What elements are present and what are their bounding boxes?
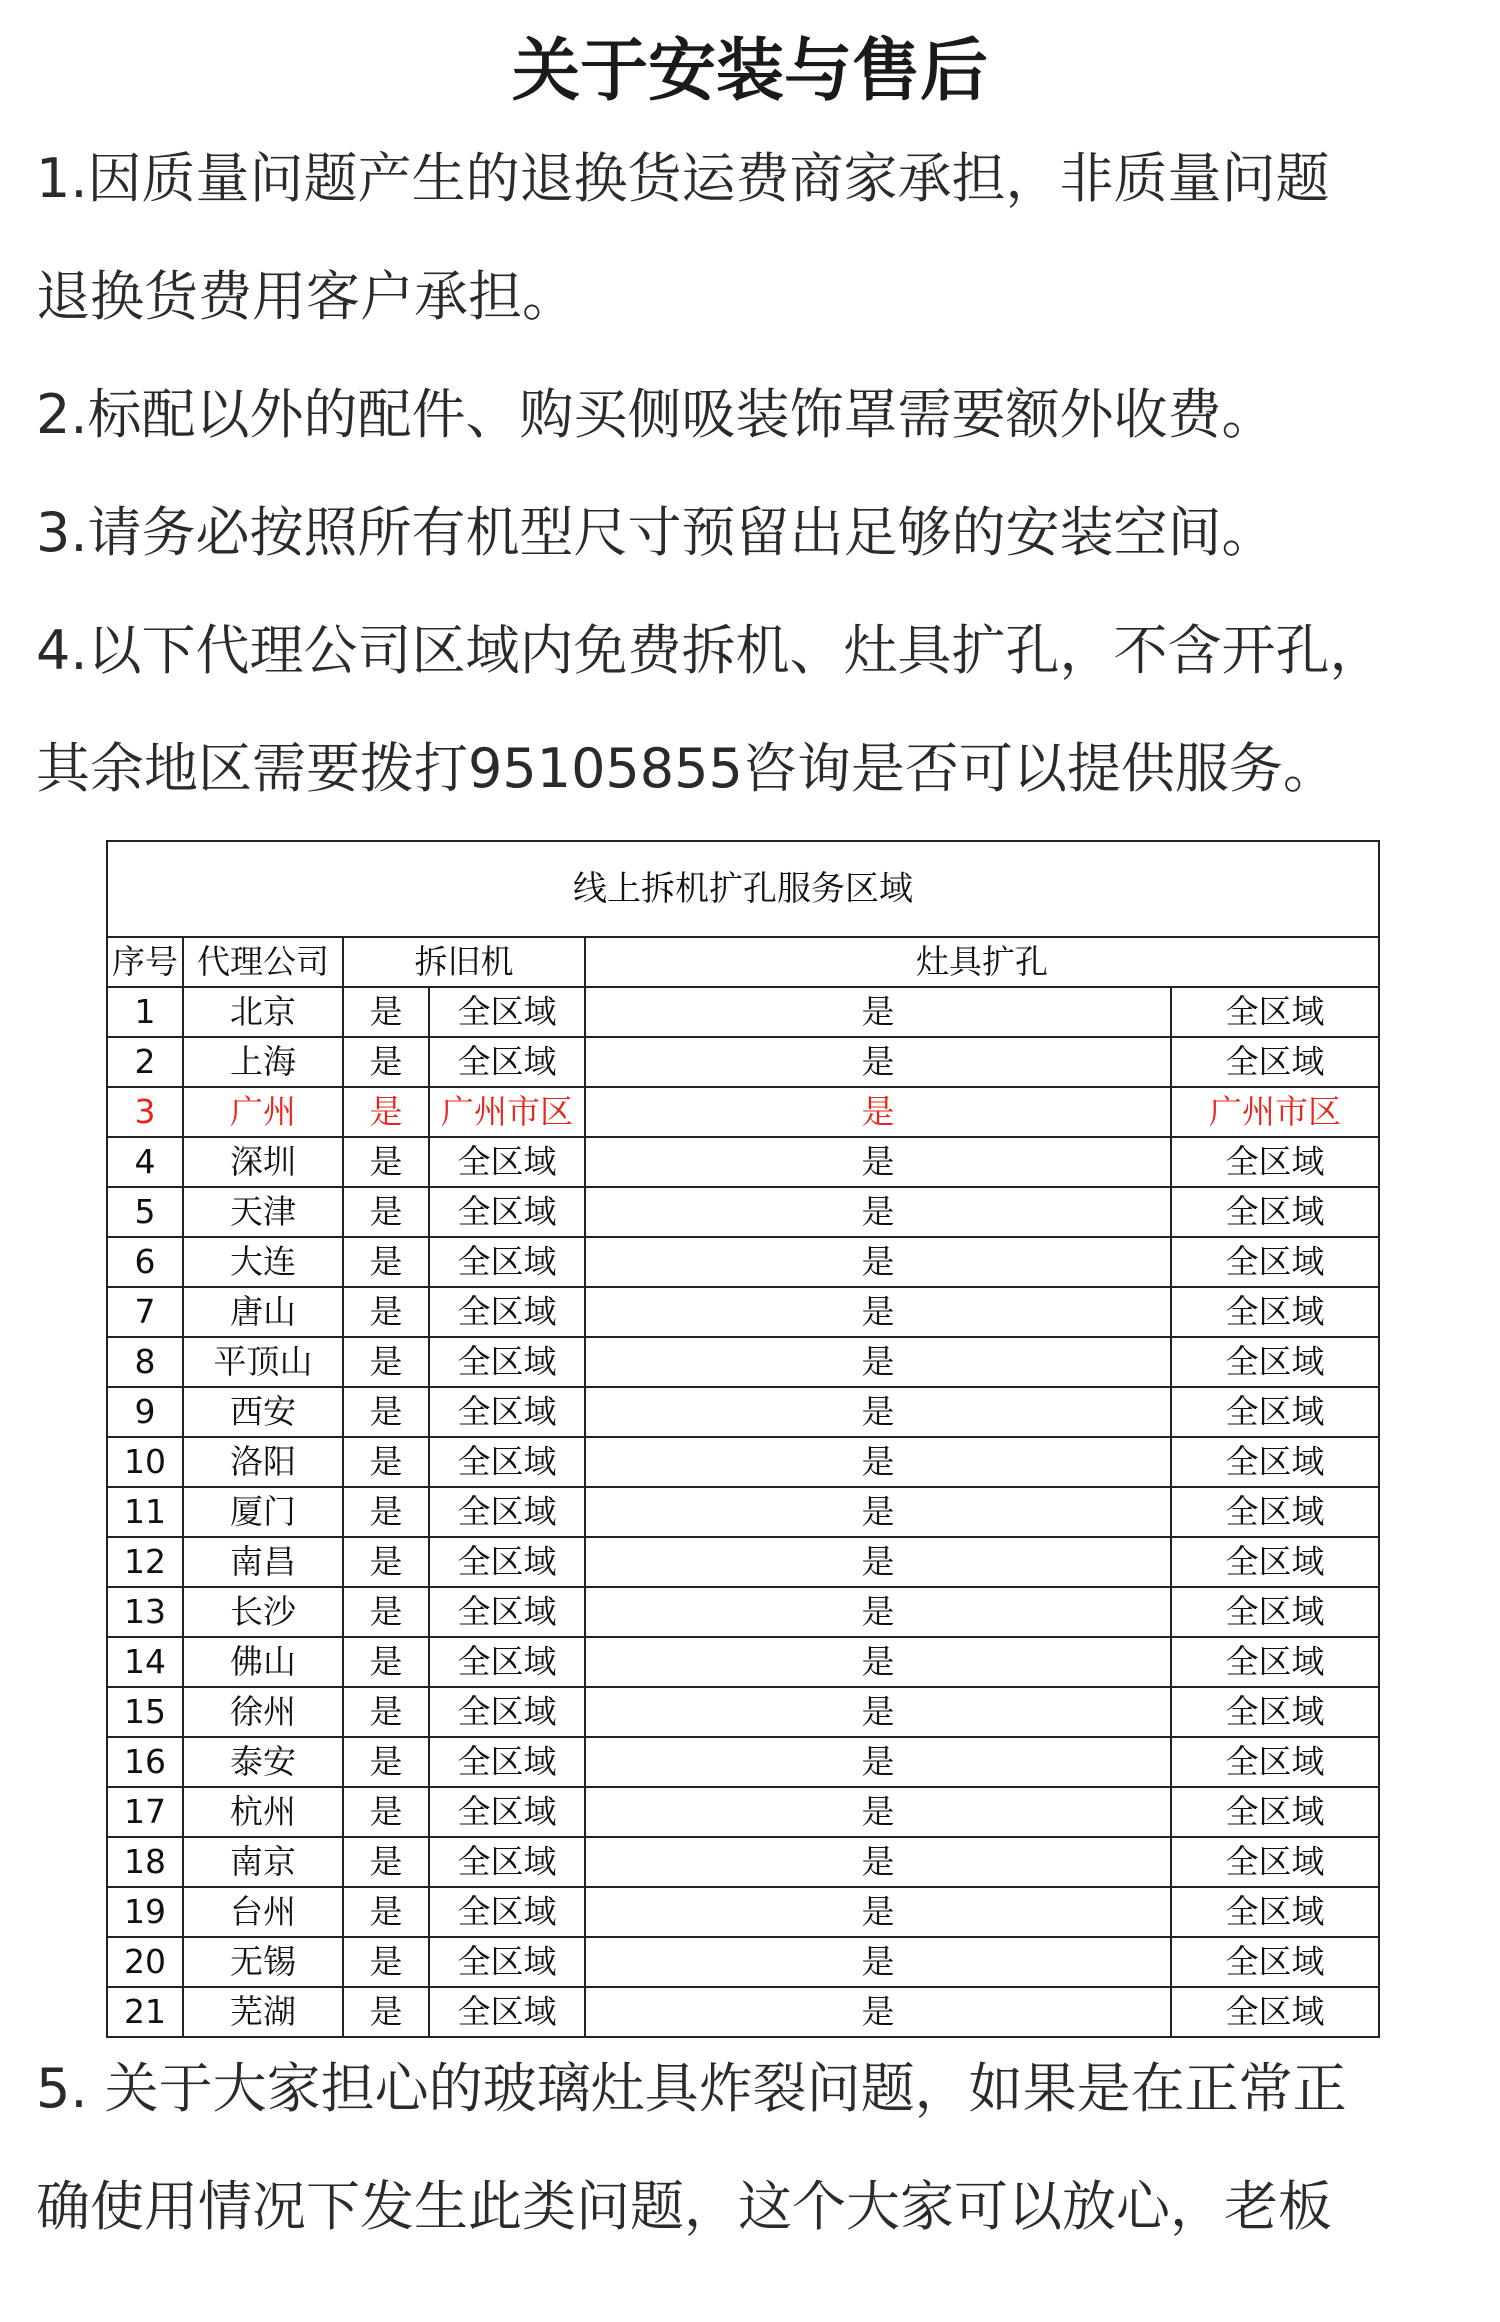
row-index: 7 [107, 1287, 183, 1337]
row-city: 上海 [183, 1037, 343, 1087]
paragraph-4-line-2: 其余地区需要拨打95105855咨询是否可以提供服务。 [36, 737, 1337, 800]
row-removal: 是 [343, 1387, 429, 1437]
row-removal: 是 [343, 1587, 429, 1637]
table-row [107, 987, 1379, 1037]
table-row [107, 1787, 1379, 1837]
row-removal: 是 [343, 1687, 429, 1737]
row-index: 5 [107, 1187, 183, 1237]
table-row [107, 1587, 1379, 1637]
row-index: 4 [107, 1137, 183, 1187]
table-row [107, 1437, 1379, 1487]
row-hole-area: 广州市区 [1171, 1087, 1379, 1137]
row-hole: 是 [585, 1087, 1171, 1137]
row-removal: 是 [343, 1637, 429, 1687]
row-hole: 是 [585, 1637, 1171, 1687]
table-row [107, 1837, 1379, 1887]
row-removal-area: 全区域 [429, 1487, 585, 1537]
row-removal: 是 [343, 1187, 429, 1237]
row-removal-area: 全区域 [429, 1587, 585, 1637]
row-removal: 是 [343, 1787, 429, 1837]
row-city: 长沙 [183, 1587, 343, 1637]
row-index: 1 [107, 987, 183, 1037]
row-index: 18 [107, 1837, 183, 1887]
paragraph-4-line-1: 4.以下代理公司区域内免费拆机、灶具扩孔，不含开孔， [36, 619, 1384, 682]
paragraph-1-line-1: 1.因质量问题产生的退换货运费商家承担，非质量问题 [36, 147, 1330, 210]
row-hole-area: 全区域 [1171, 1987, 1379, 2037]
row-city: 西安 [183, 1387, 343, 1437]
row-removal: 是 [343, 1837, 429, 1887]
row-removal-area: 全区域 [429, 1987, 585, 2037]
row-removal-area: 全区域 [429, 1837, 585, 1887]
row-removal-area: 广州市区 [429, 1087, 585, 1137]
row-hole: 是 [585, 1787, 1171, 1837]
row-hole: 是 [585, 1437, 1171, 1487]
row-city: 天津 [183, 1187, 343, 1237]
table-row [107, 1337, 1379, 1387]
header-hole: 灶具扩孔 [585, 937, 1379, 987]
row-index: 19 [107, 1887, 183, 1937]
table-row [107, 1087, 1379, 1137]
table-row [107, 1737, 1379, 1787]
paragraph-5-line-1: 5. 关于大家担心的玻璃灶具炸裂问题，如果是在正常正 [36, 2057, 1347, 2120]
table-row [107, 1637, 1379, 1687]
row-hole: 是 [585, 1287, 1171, 1337]
row-removal: 是 [343, 1537, 429, 1587]
row-removal-area: 全区域 [429, 1437, 585, 1487]
table-caption: 线上拆机扩孔服务区域 [107, 841, 1379, 937]
row-index: 9 [107, 1387, 183, 1437]
row-hole-area: 全区域 [1171, 1937, 1379, 1987]
row-hole-area: 全区域 [1171, 1687, 1379, 1737]
row-hole: 是 [585, 1037, 1171, 1087]
row-city: 南昌 [183, 1537, 343, 1587]
paragraph-4 [36, 592, 1476, 828]
header-index: 序号 [107, 937, 183, 987]
row-removal-area: 全区域 [429, 1337, 585, 1387]
row-removal: 是 [343, 1037, 429, 1087]
row-removal-area: 全区域 [429, 1137, 585, 1187]
row-removal-area: 全区域 [429, 1237, 585, 1287]
row-removal: 是 [343, 1237, 429, 1287]
row-city: 深圳 [183, 1137, 343, 1187]
table-row [107, 1887, 1379, 1937]
paragraph-1 [36, 120, 1476, 356]
row-removal: 是 [343, 1987, 429, 2037]
row-index: 6 [107, 1237, 183, 1287]
row-hole-area: 全区域 [1171, 1587, 1379, 1637]
row-city: 无锡 [183, 1937, 343, 1987]
row-index: 8 [107, 1337, 183, 1387]
row-removal: 是 [343, 1937, 429, 1987]
row-hole: 是 [585, 1737, 1171, 1787]
header-removal: 拆旧机 [343, 937, 585, 987]
row-hole: 是 [585, 1187, 1171, 1237]
row-hole: 是 [585, 1987, 1171, 2037]
row-hole: 是 [585, 1587, 1171, 1637]
service-area-table [106, 840, 1380, 2038]
row-city: 唐山 [183, 1287, 343, 1337]
row-removal-area: 全区域 [429, 987, 585, 1037]
header-company: 代理公司 [183, 937, 343, 987]
table-row [107, 1187, 1379, 1237]
row-hole: 是 [585, 1837, 1171, 1887]
row-hole: 是 [585, 1537, 1171, 1587]
row-hole-area: 全区域 [1171, 1337, 1379, 1387]
paragraph-2: 2.标配以外的配件、购买侧吸装饰罩需要额外收费。 [36, 383, 1276, 446]
row-hole-area: 全区域 [1171, 1187, 1379, 1237]
row-index: 13 [107, 1587, 183, 1637]
row-hole: 是 [585, 987, 1171, 1037]
table-row [107, 1037, 1379, 1087]
row-removal-area: 全区域 [429, 1937, 585, 1987]
paragraph-5-line-2: 确使用情况下发生此类问题，这个大家可以放心，老板 [36, 2175, 1332, 2238]
row-removal: 是 [343, 1487, 429, 1537]
table-row [107, 1937, 1379, 1987]
row-removal-area: 全区域 [429, 1537, 585, 1587]
row-removal-area: 全区域 [429, 1887, 585, 1937]
row-city: 泰安 [183, 1737, 343, 1787]
row-city: 南京 [183, 1837, 343, 1887]
table-row [107, 1687, 1379, 1737]
row-index: 17 [107, 1787, 183, 1837]
row-hole-area: 全区域 [1171, 1237, 1379, 1287]
row-index: 14 [107, 1637, 183, 1687]
row-hole-area: 全区域 [1171, 1287, 1379, 1337]
row-hole: 是 [585, 1237, 1171, 1287]
row-removal: 是 [343, 1437, 429, 1487]
row-index: 21 [107, 1987, 183, 2037]
row-city: 大连 [183, 1237, 343, 1287]
row-index: 3 [107, 1087, 183, 1137]
paragraph-1-line-2: 退换货费用客户承担。 [36, 265, 576, 328]
row-removal-area: 全区域 [429, 1287, 585, 1337]
row-hole-area: 全区域 [1171, 1137, 1379, 1187]
paragraph-3: 3.请务必按照所有机型尺寸预留出足够的安装空间。 [36, 501, 1276, 564]
row-removal-area: 全区域 [429, 1387, 585, 1437]
row-removal: 是 [343, 1737, 429, 1787]
table-row [107, 1137, 1379, 1187]
row-city: 平顶山 [183, 1337, 343, 1387]
row-hole-area: 全区域 [1171, 1787, 1379, 1837]
row-hole: 是 [585, 1937, 1171, 1987]
row-hole-area: 全区域 [1171, 1537, 1379, 1587]
row-index: 15 [107, 1687, 183, 1737]
row-hole: 是 [585, 1337, 1171, 1387]
row-city: 北京 [183, 987, 343, 1037]
row-hole-area: 全区域 [1171, 1737, 1379, 1787]
row-city: 佛山 [183, 1637, 343, 1687]
row-index: 2 [107, 1037, 183, 1087]
row-index: 11 [107, 1487, 183, 1537]
table-body [107, 987, 1379, 2037]
row-removal-area: 全区域 [429, 1787, 585, 1837]
row-removal: 是 [343, 987, 429, 1037]
row-removal: 是 [343, 1287, 429, 1337]
table-row [107, 1487, 1379, 1537]
row-city: 杭州 [183, 1787, 343, 1837]
row-hole-area: 全区域 [1171, 1387, 1379, 1437]
row-city: 芜湖 [183, 1987, 343, 2037]
row-hole-area: 全区域 [1171, 1837, 1379, 1887]
row-city: 洛阳 [183, 1437, 343, 1487]
row-hole-area: 全区域 [1171, 987, 1379, 1037]
row-hole: 是 [585, 1487, 1171, 1537]
row-removal-area: 全区域 [429, 1037, 585, 1087]
paragraph-5 [36, 2030, 1476, 2266]
table-row [107, 1237, 1379, 1287]
table-row [107, 1537, 1379, 1587]
row-city: 徐州 [183, 1687, 343, 1737]
row-removal-area: 全区域 [429, 1187, 585, 1237]
row-removal: 是 [343, 1887, 429, 1937]
row-city: 厦门 [183, 1487, 343, 1537]
row-hole-area: 全区域 [1171, 1487, 1379, 1537]
row-hole: 是 [585, 1387, 1171, 1437]
row-hole: 是 [585, 1887, 1171, 1937]
row-hole: 是 [585, 1687, 1171, 1737]
table-row [107, 1287, 1379, 1337]
row-index: 16 [107, 1737, 183, 1787]
row-hole-area: 全区域 [1171, 1637, 1379, 1687]
row-hole-area: 全区域 [1171, 1887, 1379, 1937]
row-removal: 是 [343, 1137, 429, 1187]
row-hole: 是 [585, 1137, 1171, 1187]
row-removal: 是 [343, 1087, 429, 1137]
row-removal: 是 [343, 1337, 429, 1387]
table-row [107, 1387, 1379, 1437]
row-index: 20 [107, 1937, 183, 1987]
row-city: 广州 [183, 1087, 343, 1137]
row-removal-area: 全区域 [429, 1637, 585, 1687]
row-removal-area: 全区域 [429, 1737, 585, 1787]
row-city: 台州 [183, 1887, 343, 1937]
row-hole-area: 全区域 [1171, 1037, 1379, 1087]
row-index: 12 [107, 1537, 183, 1587]
row-index: 10 [107, 1437, 183, 1487]
row-removal-area: 全区域 [429, 1687, 585, 1737]
row-hole-area: 全区域 [1171, 1437, 1379, 1487]
page-title: 关于安装与售后 [511, 32, 988, 111]
